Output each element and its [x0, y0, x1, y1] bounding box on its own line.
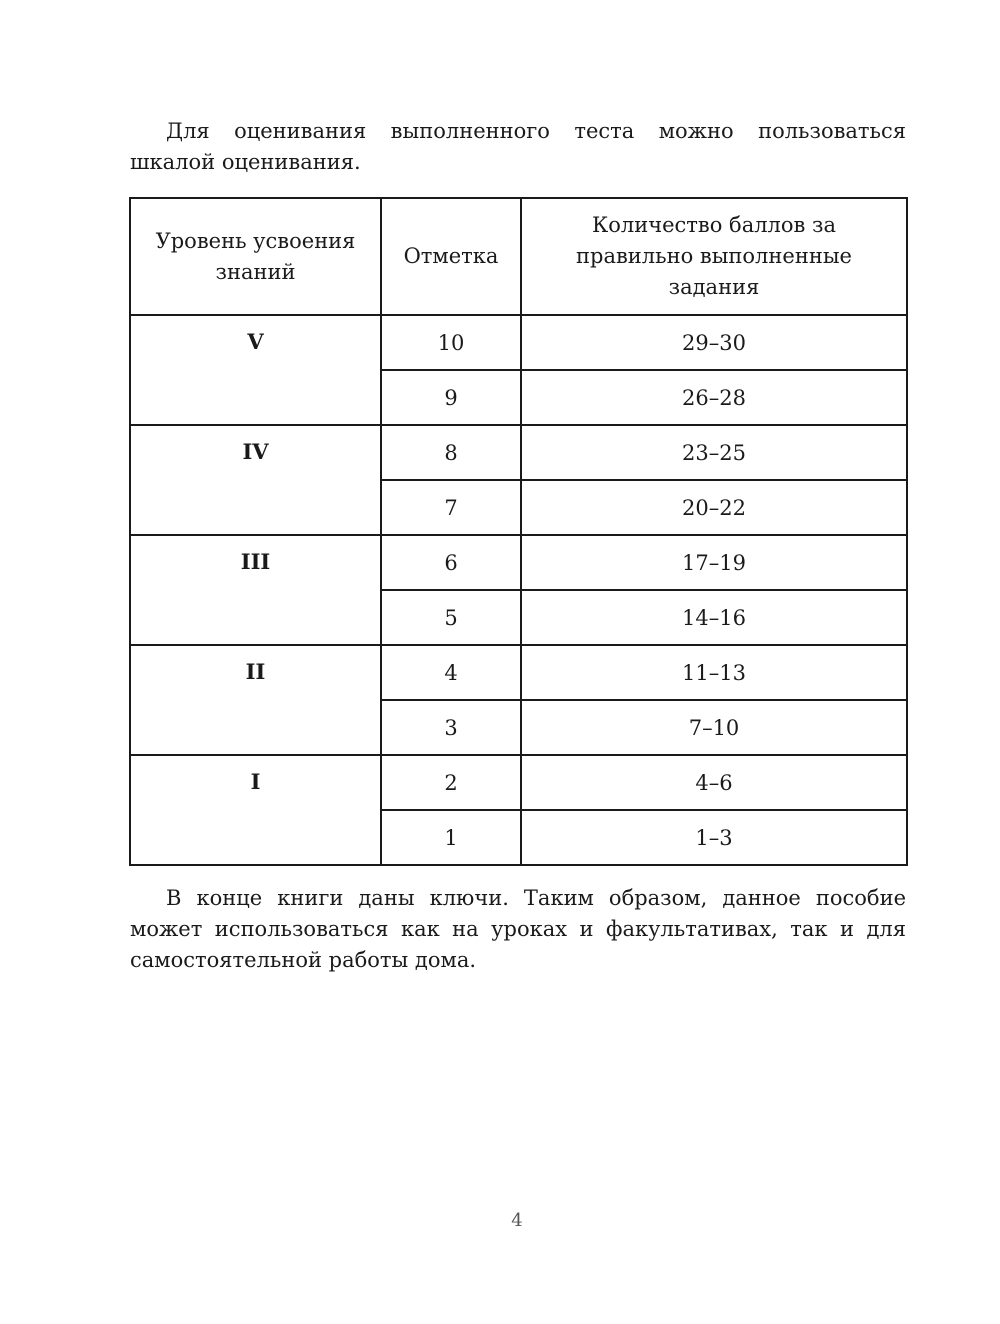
table-row	[130, 425, 907, 480]
mark-cell: 2	[381, 755, 521, 810]
mark-cell: 9	[381, 370, 521, 425]
mark-cell: 6	[381, 535, 521, 590]
level-cell: II	[130, 645, 381, 755]
points-cell: 1–3	[521, 810, 907, 865]
points-cell: 23–25	[521, 425, 907, 480]
mark-cell: 1	[381, 810, 521, 865]
mark-cell: 10	[381, 315, 521, 370]
outro-text: В конце книги даны ключи. Таким образом, данное пособие может использоваться как на уроках и факультативах, так и для самостоятельной работы дома.	[130, 886, 906, 972]
table-row	[130, 315, 907, 370]
table-row	[130, 645, 907, 700]
page-number: 4	[511, 1210, 523, 1231]
mark-cell: 4	[381, 645, 521, 700]
points-cell: 29–30	[521, 315, 907, 370]
points-cell: 11–13	[521, 645, 907, 700]
mark-cell: 8	[381, 425, 521, 480]
table-row	[130, 755, 907, 810]
table-row	[130, 535, 907, 590]
intro-text: Для оценивания выполненного теста можно пользоваться шкалой оценивания.	[130, 119, 906, 174]
grading-scale-table	[129, 197, 908, 866]
level-cell: III	[130, 535, 381, 645]
level-cell: V	[130, 315, 381, 425]
header-points: Количество баллов за правильно выполненные задания	[521, 198, 907, 315]
outro-paragraph	[130, 883, 906, 976]
points-cell: 7–10	[521, 700, 907, 755]
points-cell: 17–19	[521, 535, 907, 590]
level-cell: IV	[130, 425, 381, 535]
points-cell: 20–22	[521, 480, 907, 535]
mark-cell: 7	[381, 480, 521, 535]
mark-cell: 3	[381, 700, 521, 755]
level-cell: I	[130, 755, 381, 865]
points-cell: 26–28	[521, 370, 907, 425]
mark-cell: 5	[381, 590, 521, 645]
header-mark: Отметка	[381, 198, 521, 315]
points-cell: 4–6	[521, 755, 907, 810]
points-cell: 14–16	[521, 590, 907, 645]
intro-paragraph	[130, 116, 906, 178]
header-level: Уровень усвоения знаний	[130, 198, 381, 315]
table-header-row	[130, 198, 907, 315]
